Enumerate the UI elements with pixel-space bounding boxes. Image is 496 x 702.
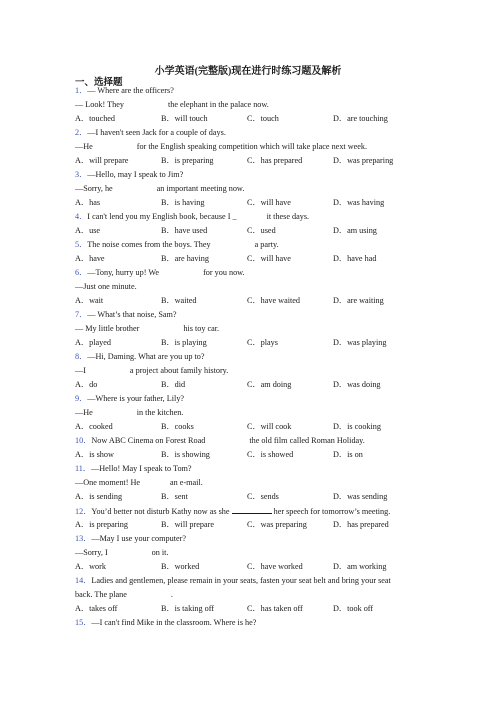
option-c[interactable]: C．will cook xyxy=(247,422,292,431)
question-7 xyxy=(75,310,177,320)
question-text: —He xyxy=(75,408,93,417)
document-title: 小学英语(完整版)现在进行时练习题及解析 xyxy=(154,66,342,77)
question-text: back. The plane xyxy=(75,590,127,599)
question-6-line xyxy=(75,282,137,292)
question-14-line xyxy=(75,590,173,600)
question-9 xyxy=(75,394,184,404)
option-a[interactable]: A．has xyxy=(75,198,101,207)
question-text: her speech for tomorrow’s meeting. xyxy=(273,507,391,516)
option-b[interactable]: B．will touch xyxy=(161,114,208,123)
option-d[interactable]: D．am using xyxy=(333,226,377,235)
option-d[interactable]: D．was playing xyxy=(333,338,387,347)
question-text: —Hello! May I speak to Tom? xyxy=(91,464,192,473)
question-text: —Where is your father, Lily? xyxy=(87,394,185,403)
option-c[interactable]: C．sends xyxy=(247,492,279,501)
question-8-line xyxy=(75,366,228,376)
question-text: Now ABC Cinema on Forest Road xyxy=(91,436,206,445)
option-d[interactable]: D．has prepared xyxy=(333,520,389,529)
option-a[interactable]: A．have xyxy=(75,254,105,263)
question-number: 14． xyxy=(75,576,92,585)
question-number: 5． xyxy=(75,240,88,249)
option-a[interactable]: A．cooked xyxy=(75,422,113,431)
question-5 xyxy=(75,240,279,250)
question-2 xyxy=(75,128,226,138)
option-b[interactable]: B．cooks xyxy=(161,422,194,431)
option-d[interactable]: D．is cooking xyxy=(333,422,381,431)
question-1-line xyxy=(75,100,269,110)
option-c[interactable]: C．has prepared xyxy=(247,156,303,165)
option-c[interactable]: C．is showed xyxy=(247,450,294,459)
question-number: 12． xyxy=(75,507,92,516)
question-text: —Hi, Daming. What are you up to? xyxy=(87,352,205,361)
question-text: his toy car. xyxy=(183,324,220,333)
question-3-line xyxy=(75,184,244,194)
option-b[interactable]: B．will prepare xyxy=(161,520,214,529)
question-text: for you now. xyxy=(203,268,245,277)
option-d[interactable]: D．have had xyxy=(333,254,377,263)
question-number: 7． xyxy=(75,310,88,319)
question-text: —I can't find Mike in the classroom. Where is he? xyxy=(91,618,257,627)
question-text: —Just one minute. xyxy=(75,282,137,291)
question-number: 9． xyxy=(75,394,88,403)
question-text: the old film called Roman Holiday. xyxy=(249,436,365,445)
option-c[interactable]: C．have worked xyxy=(247,562,303,571)
question-text: —Sorry, he xyxy=(75,184,113,193)
option-b[interactable]: B．waited xyxy=(161,296,197,305)
question-14 xyxy=(75,576,391,586)
option-a[interactable]: A．touched xyxy=(75,114,116,123)
question-text: the elephant in the palace now. xyxy=(167,100,269,109)
section-heading: 一、选择题 xyxy=(75,78,123,88)
question-9-line xyxy=(75,408,183,418)
option-b[interactable]: B．is having xyxy=(161,198,205,207)
question-number: 10． xyxy=(75,436,92,445)
question-text: — My little brother xyxy=(75,324,140,333)
option-a[interactable]: A．do xyxy=(75,380,98,389)
option-b[interactable]: B．have used xyxy=(161,226,208,235)
question-text: . xyxy=(170,590,173,599)
option-d[interactable]: D．are touching xyxy=(333,114,388,123)
option-a[interactable]: A．will prepare xyxy=(75,156,129,165)
option-d[interactable]: D．am working xyxy=(333,562,387,571)
question-1 xyxy=(75,86,174,96)
option-c[interactable]: C．plays xyxy=(247,338,278,347)
question-10 xyxy=(75,436,365,446)
option-a[interactable]: A．takes off xyxy=(75,604,118,613)
question-text: on it. xyxy=(151,548,169,557)
option-d[interactable]: D．are waiting xyxy=(333,296,384,305)
option-b[interactable]: B．is preparing xyxy=(161,156,214,165)
option-a[interactable]: A．played xyxy=(75,338,111,347)
option-d[interactable]: D．was doing xyxy=(333,380,381,389)
question-number: 3． xyxy=(75,170,88,179)
question-text: in the kitchen. xyxy=(136,408,184,417)
question-11-line xyxy=(75,478,203,488)
question-text: — Where are the officers? xyxy=(87,86,174,95)
question-13 xyxy=(75,534,186,544)
question-text: You’d better not disturb Kathy now as she xyxy=(91,507,230,516)
option-a[interactable]: A．is preparing xyxy=(75,520,128,529)
answer-blank[interactable] xyxy=(232,506,272,514)
question-11 xyxy=(75,464,192,474)
option-d[interactable]: D．took off xyxy=(333,604,374,613)
question-text: an e-mail. xyxy=(170,478,203,487)
option-c[interactable]: C．has taken off xyxy=(247,604,303,613)
question-text: — What’s that noise, Sam? xyxy=(87,310,177,319)
option-d[interactable]: D．was sending xyxy=(333,492,388,501)
option-c[interactable]: C．will have xyxy=(247,254,291,263)
question-number: 13． xyxy=(75,534,92,543)
question-8 xyxy=(75,352,204,362)
question-number: 6． xyxy=(75,268,88,277)
question-text: —I xyxy=(75,366,86,375)
question-text: —Tony, hurry up! We xyxy=(87,268,160,277)
option-d[interactable]: D．was preparing xyxy=(333,156,394,165)
option-b[interactable]: B．sent xyxy=(161,492,188,501)
question-number: 8． xyxy=(75,352,88,361)
option-a[interactable]: A．is show xyxy=(75,450,114,459)
option-c[interactable]: C．touch xyxy=(247,114,279,123)
question-6 xyxy=(75,268,245,278)
option-a[interactable]: A．is sending xyxy=(75,492,123,501)
question-number: 11． xyxy=(75,464,92,473)
question-text: Ladies and gentlemen, please remain in your seats, fasten your seat belt and bring your seat xyxy=(91,576,391,585)
question-number: 2． xyxy=(75,128,88,137)
option-c[interactable]: C．am doing xyxy=(247,380,292,389)
question-text: for the English speaking competition which will take place next week. xyxy=(136,142,368,151)
question-15 xyxy=(75,618,256,628)
question-13-line xyxy=(75,548,169,558)
question-4 xyxy=(75,212,309,222)
option-c[interactable]: C．will have xyxy=(247,198,291,207)
option-b[interactable]: B．is showing xyxy=(161,450,210,459)
option-c[interactable]: C．was preparing xyxy=(247,520,307,529)
question-text: I can't lend you my English book, because I _ xyxy=(87,212,237,221)
question-2-line xyxy=(75,142,367,152)
option-b[interactable]: B．worked xyxy=(161,562,200,571)
option-a[interactable]: A．wait xyxy=(75,296,104,305)
question-text: The noise comes from the boys. They xyxy=(87,240,211,249)
question-text: — Look! They xyxy=(75,100,124,109)
question-7-line xyxy=(75,324,219,334)
question-text: an important meeting now. xyxy=(156,184,245,193)
question-12 xyxy=(75,506,390,517)
question-text: a project about family history. xyxy=(129,366,229,375)
question-text: —May I use your computer? xyxy=(91,534,186,543)
option-b[interactable]: B．is taking off xyxy=(161,604,215,613)
option-a[interactable]: A．work xyxy=(75,562,106,571)
question-number: 4． xyxy=(75,212,88,221)
option-b[interactable]: B．is playing xyxy=(161,338,207,347)
question-text: —Sorry, I xyxy=(75,548,108,557)
question-text: —I haven't seen Jack for a couple of days. xyxy=(87,128,226,137)
option-b[interactable]: B．are having xyxy=(161,254,209,263)
question-number: 15． xyxy=(75,618,92,627)
question-number: 1． xyxy=(75,86,88,95)
question-text: —One moment! He xyxy=(75,478,141,487)
question-text: it these days. xyxy=(266,212,310,221)
question-text: —He xyxy=(75,142,93,151)
question-3 xyxy=(75,170,183,180)
option-c[interactable]: C．have waited xyxy=(247,296,300,305)
option-a[interactable]: A．use xyxy=(75,226,101,235)
option-d[interactable]: D．is on xyxy=(333,450,363,459)
option-d[interactable]: D．was having xyxy=(333,198,385,207)
question-text: —Hello, may I speak to Jim? xyxy=(87,170,184,179)
option-c[interactable]: C．used xyxy=(247,226,276,235)
option-b[interactable]: B．did xyxy=(161,380,186,389)
question-text: a party. xyxy=(254,240,279,249)
